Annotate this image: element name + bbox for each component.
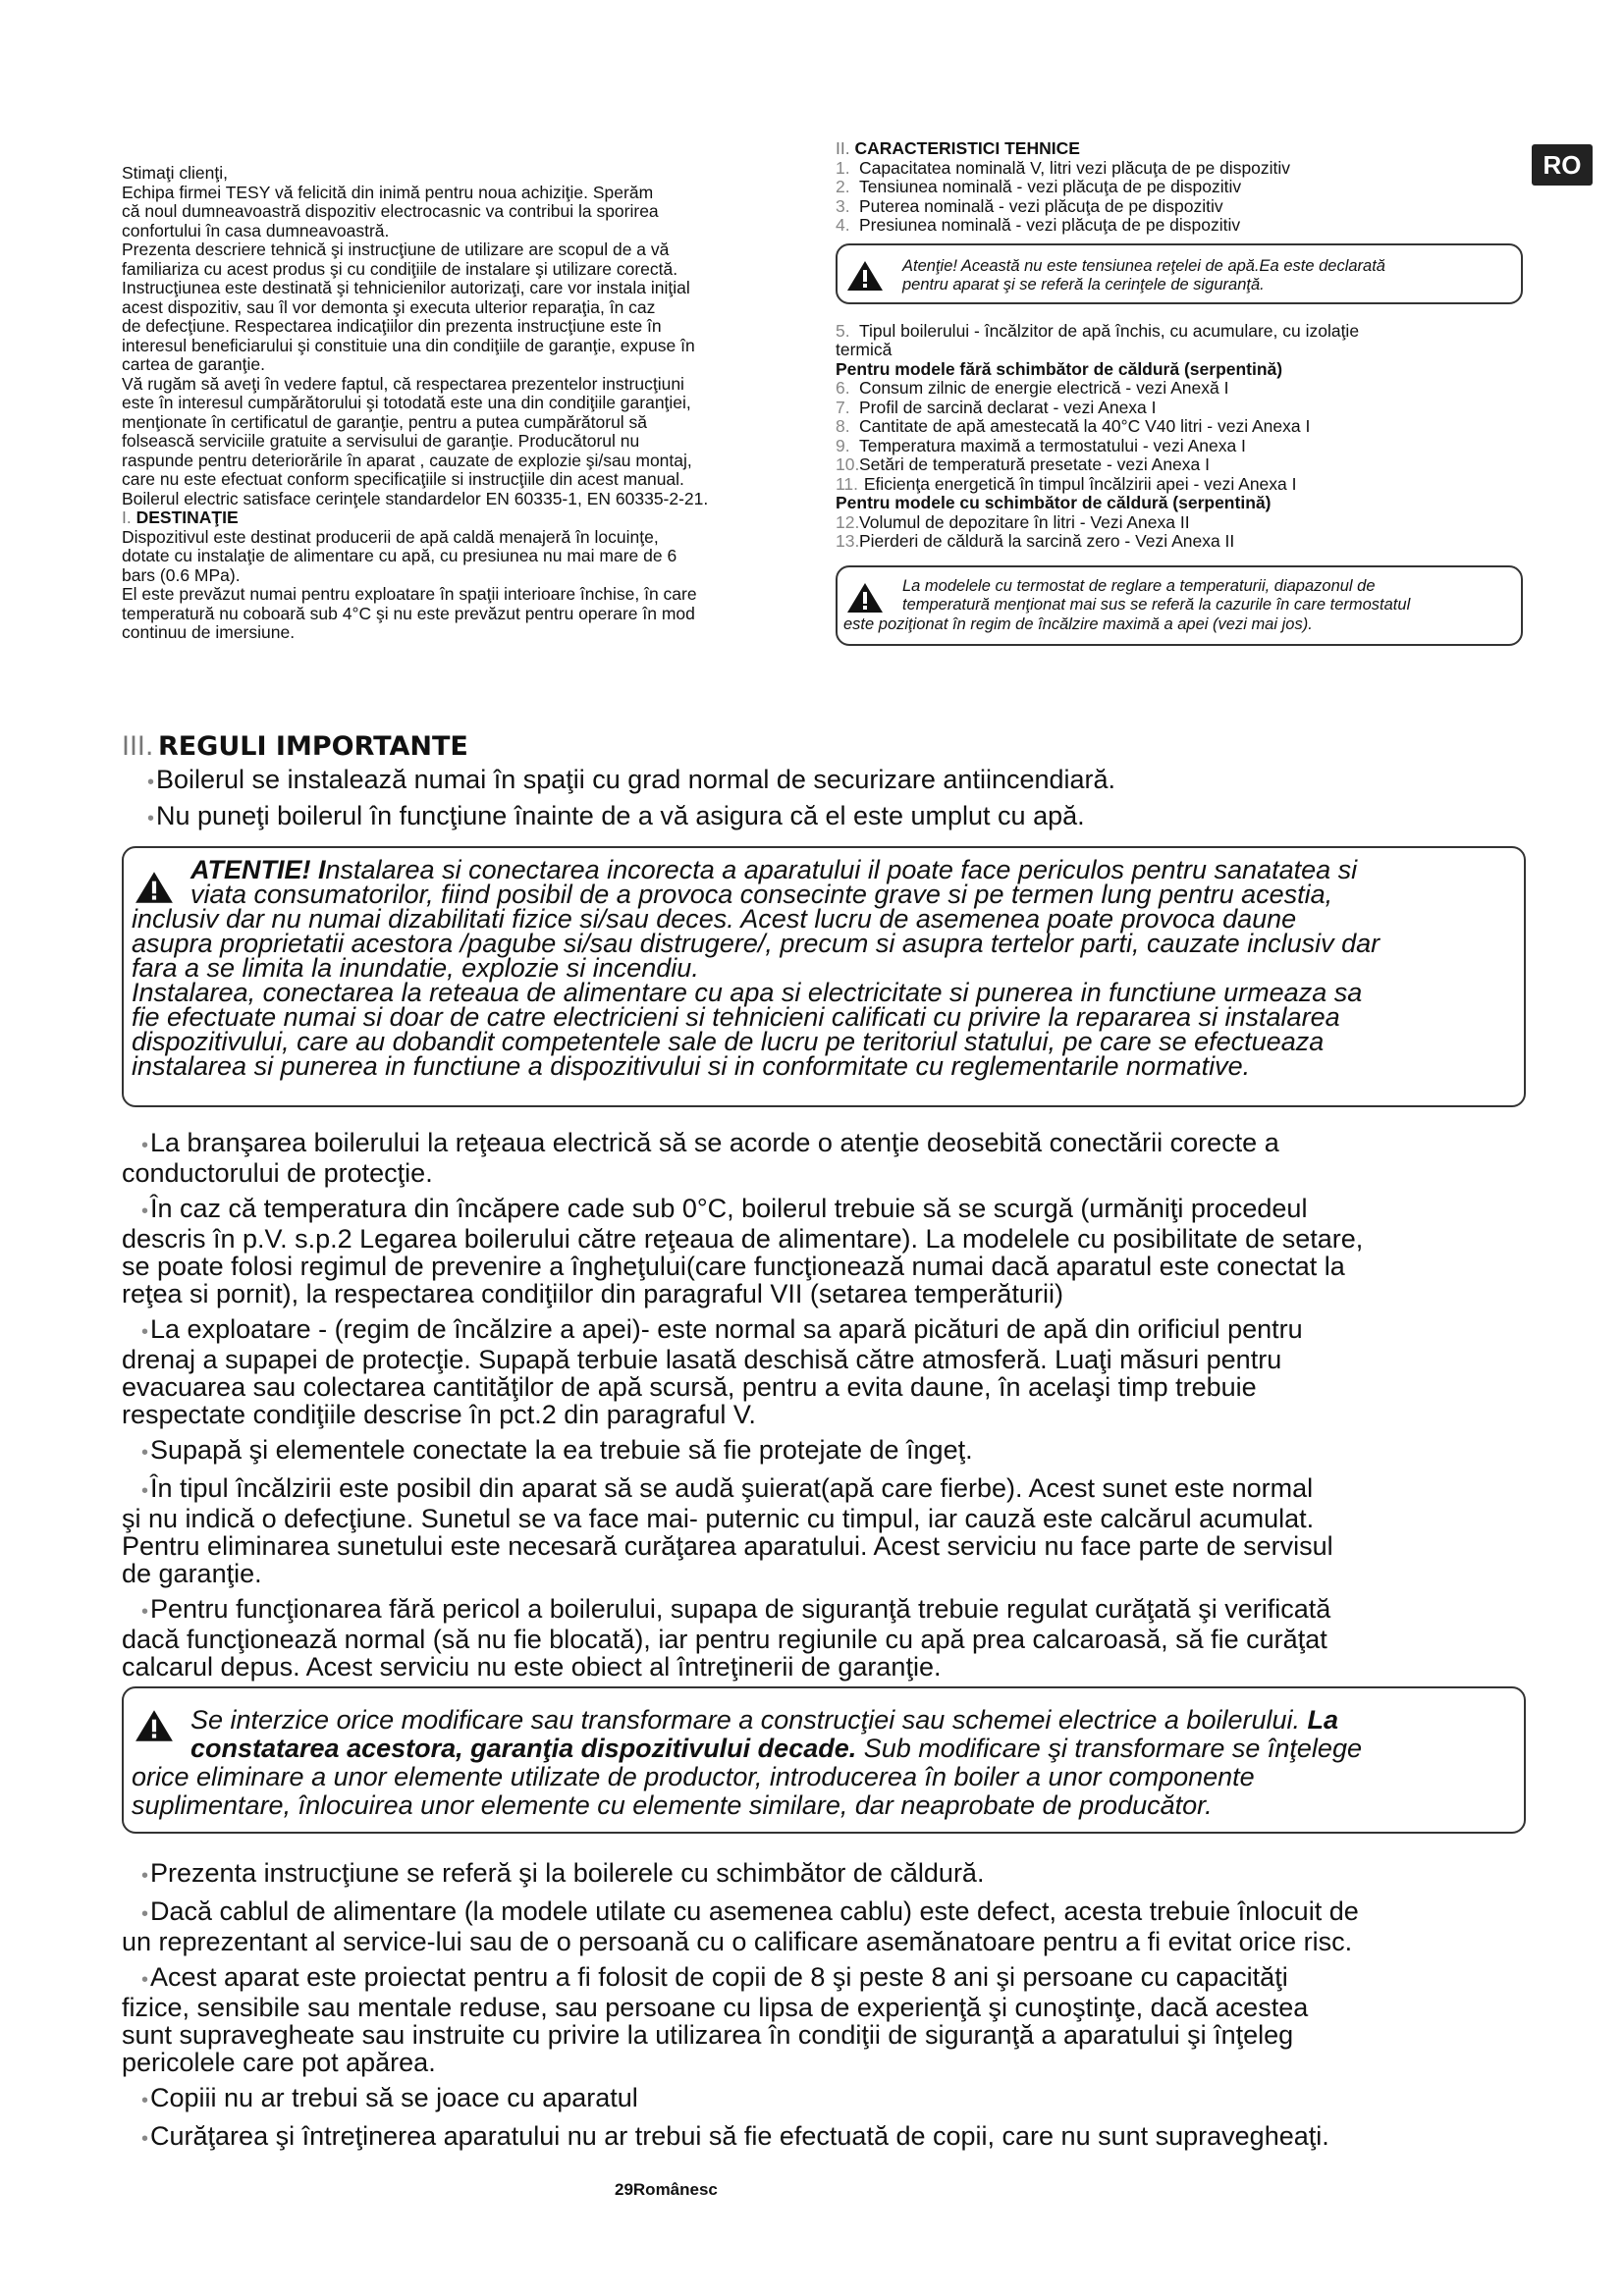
list-text: Volumul de depozitare în litri - Vezi Anexa II: [859, 511, 1190, 532]
rule-paragraph: [122, 1315, 1536, 1428]
rules-a: [128, 766, 1532, 838]
rule-line: [122, 1315, 1536, 1346]
warning-icon: [845, 259, 885, 293]
list-text: Capacitatea nominală V, litri vezi plăcuţa de pe dispozitiv: [859, 157, 1291, 178]
rule-line: [128, 802, 1532, 832]
intro-line: de defecţiune. Respectarea indicaţiilor din prezenta instrucţiune este în: [122, 316, 662, 336]
intro-line: Boilerul electric satisface cerinţele standardelor EN 60335-1, EN 60335-2-21.: [122, 488, 709, 508]
rule-text: Pentru funcţionarea fără pericol a boilerului, supapa de siguranţă trebuie regulat curăţată şi verificată: [150, 1594, 1331, 1624]
rule-text: drenaj a supapei de protecţie. Supapă terbuie lasată deschisă către atmosferă. Luaţi măsuri pentru: [122, 1345, 1282, 1374]
rule-line: [122, 1373, 1536, 1401]
rule-line: [122, 1280, 1536, 1308]
rule-line: [122, 2021, 1536, 2049]
intro-line: cartea de garanţie.: [122, 354, 265, 374]
warning-text: Sub modificare şi transformare se înţelege: [856, 1734, 1362, 1763]
list-text: Eficienţa energetică în timpul încălzirii apei - vezi Anexa I: [859, 473, 1297, 494]
rule-line: [122, 2084, 1536, 2114]
list-number: 8.: [836, 416, 850, 436]
list-text: Tensiunea nominală - vezi plăcuţa de pe dispozitiv: [859, 177, 1242, 196]
list-number: 9.: [836, 435, 850, 455]
rule-line: [122, 1195, 1536, 1225]
rule-line: [122, 1346, 1536, 1373]
rule-text: şi nu indică o defecţiune. Sunetul se va face mai- puternic cu timpul, iar cauză este calcărul acumulat.: [122, 1504, 1315, 1533]
rule-text: În caz că temperatura din încăpere cade sub 0°C, boilerul trebuie să se scurgă (urmăniţi procedeul: [150, 1194, 1308, 1223]
bullet-icon: •: [141, 1201, 149, 1222]
list-item: [836, 216, 1523, 236]
intro-line: este în interesul cumpărătorului şi totodată este una din condiţiile garanţiei,: [122, 393, 691, 412]
tech-block: [836, 139, 1523, 646]
warning-text: La: [1307, 1705, 1339, 1735]
page-footer: 29Românesc: [615, 2180, 718, 2199]
list-text: Presiunea nominală - vezi plăcuţa de pe dispozitiv: [859, 215, 1241, 235]
rule-paragraph: [122, 1436, 1536, 1467]
rule-paragraph: [122, 1595, 1536, 1681]
intro-line: care nu este efectuat conform specificaţiile si instrucţiile din acest manual.: [122, 469, 684, 489]
rule-text: evacuarea sau colectarea cantităţilor de apă scursă, pentru a evita daune, în acelaşi timp trebuie: [122, 1372, 1257, 1402]
rule-text: conductorului de protecţie.: [122, 1158, 433, 1188]
rule-text: Boilerul se instalează numai în spaţii cu grad normal de securizare antiincendiară.: [156, 765, 1116, 794]
rule-line: [122, 1928, 1536, 1955]
list-number: 6.: [836, 378, 850, 398]
warning-text: Instalarea, conectarea la reteaua de alimentare cu apa si electricitate si punerea in functiune urmeaza sa: [132, 978, 1363, 1007]
rule-text: sunt supravegheate sau instruite cu privire la utilizarea în condiţii de siguranţă a aparatului şi înţeleg: [122, 2020, 1294, 2050]
rule-text: La exploatare - (regim de încălzire a apei)- este normal sa apară picături de apă din orificiul pentru: [150, 1314, 1303, 1344]
rule-paragraph: [128, 766, 1532, 796]
warning-icon: [845, 581, 885, 614]
list-item: [836, 455, 1523, 475]
warning-text: nstalarea si conectarea incorecta a aparatului il poate face periculos pentru sanatatea si: [325, 855, 1358, 884]
rule-paragraph: [122, 1859, 1536, 1890]
list-item: [836, 417, 1523, 437]
rule-text: dacă funcţionează normal (să nu fie blocată), iar pentru regiunile cu apă prea calcaroasă, să fie curăţat: [122, 1625, 1327, 1654]
warning-lead: ATENTIE! I: [190, 855, 326, 884]
rule-text: În tipul încălzirii este posibil din aparat să se audă şuierat(apă care fierbe). Acest sunet este normal: [150, 1473, 1314, 1503]
rule-text: de garanţie.: [122, 1559, 262, 1588]
list-number: 2.: [836, 177, 850, 196]
list-text: Puterea nominală - vezi plăcuţa de pe dispozitiv: [859, 195, 1223, 216]
rule-text: Dacă cablul de alimentare (la modele utilate cu asemenea cablu) este defect, acesta trebuie înlocuit de: [150, 1896, 1359, 1926]
warning-text: asupra proprietatii acestora /pagube si/sau distrugere/, precum si asupra tertelor parti, cauzate inclusiv dar: [132, 929, 1380, 958]
list-number: 3.: [836, 195, 850, 216]
list-number: 13.: [836, 531, 860, 551]
warning-box-modification: [122, 1686, 1526, 1834]
warning-text: viata consumatorilor, fiind posibil de a provoca consecinte grave si pe termen lung pentru acestia,: [190, 880, 1333, 909]
list-item: [836, 159, 1523, 179]
rule-line: [122, 1595, 1536, 1626]
intro-line: confortului în casa dumneavoastră.: [122, 220, 390, 240]
intro-line: familiariza cu acest produs şi cu condiţiile de instalare şi utilizare corectă.: [122, 258, 678, 279]
bullet-icon: •: [147, 808, 155, 829]
rule-line: [122, 2122, 1536, 2153]
rule-text: Prezenta instrucţiune se referă şi la boilerele cu schimbător de căldură.: [150, 1858, 985, 1888]
warning-text: este poziţionat în regim de încălzire maximă a apei (vezi mai jos).: [843, 614, 1313, 633]
rule-text: pericolele care pot apărea.: [122, 2048, 436, 2077]
rule-paragraph: [122, 1474, 1536, 1587]
list-number: 10.: [836, 454, 860, 474]
warning-box-installation: [122, 846, 1526, 1107]
intro-line: raspunde pentru deteriorările în aparat , cauzate de explozie şi/sau montaj,: [122, 450, 692, 470]
warning-text: La modelele cu termostat de reglare a temperaturii, diapazonul de: [902, 576, 1376, 595]
rule-paragraph: [122, 2084, 1536, 2114]
list-text: Consum zilnic de energie electrică - vezi Anexă I: [859, 378, 1229, 398]
warning-box-thermostat: [836, 565, 1523, 646]
intro-line: că noul dumneavoastră dispozitiv electrocasnic va contribui la sporirea: [122, 201, 659, 221]
list-item-cont: termică: [836, 340, 893, 359]
list-number: 11.: [836, 473, 859, 494]
rule-paragraph: [122, 1963, 1536, 2076]
rule-line: [122, 1401, 1536, 1428]
list-text: Profil de sarcină declarat - vezi Anexa I: [859, 397, 1157, 417]
rule-text: se poate folosi regimul de prevenire a îngheţului(care funcţionează numai dacă aparatul este conectat la: [122, 1252, 1345, 1281]
bullet-icon: •: [141, 2128, 149, 2150]
rule-paragraph: [122, 2122, 1536, 2153]
rule-text: Pentru eliminarea sunetului este necesară curăţarea aparatului. Acest serviciu nu face parte de servisul: [122, 1531, 1333, 1561]
rule-text: Copiii nu ar trebui să se joace cu aparatul: [150, 2083, 638, 2112]
rule-line: [122, 2049, 1536, 2076]
section1-heading: I. DESTINAŢIE: [122, 507, 239, 527]
rule-paragraph: [122, 1195, 1536, 1308]
list-number: 4.: [836, 215, 850, 235]
rule-paragraph: [122, 1897, 1536, 1955]
list-item: [836, 379, 1523, 399]
list-item: [836, 475, 1523, 495]
warning-text: suplimentare, înlocuirea unor elemente cu elemente similare, dar neaprobate de producător.: [132, 1790, 1213, 1820]
warning-box-voltage: [836, 243, 1523, 304]
rule-text: La branşarea boilerului la reţeaua electrică să se acorde o atenţie deosebită conectării corecte a: [150, 1128, 1279, 1157]
subheading: Pentru modele fără schimbător de căldură (serpentină): [836, 358, 1283, 379]
intro-line: folsească serviciile gratuite a servisului de garanţie. Producătorul nu: [122, 431, 640, 451]
list-item: [836, 197, 1523, 217]
rule-line: [122, 1532, 1536, 1560]
intro-line: Instrucţiunea este destinată şi tehnicienilor autorizaţi, care vor instala iniţial: [122, 278, 690, 297]
rule-text: Curăţarea şi întreţinerea aparatului nu ar trebui să fie efectuată de copii, care nu sunt supravegheaţi.: [150, 2121, 1329, 2151]
rule-line: [122, 1474, 1536, 1505]
rule-line: [122, 1225, 1536, 1253]
rule-line: [122, 1129, 1536, 1159]
language-badge: RO: [1532, 144, 1593, 186]
rule-line: [128, 766, 1532, 796]
rule-text: Acest aparat este proiectat pentru a fi folosit de copii de 8 şi peste 8 ani şi persoane cu capacităţi: [150, 1962, 1288, 1992]
intro-line: Prezenta descriere tehnică şi instrucţiune de utilizare are scopul de a vă: [122, 240, 670, 259]
warning-text: temperatură menţionat mai sus se referă la cazurile în care termostatul: [902, 596, 1411, 614]
rule-text: Supapă şi elementele conectate la ea trebuie să fie protejate de îngeţ.: [150, 1435, 973, 1465]
intro-block: [122, 164, 809, 643]
rules-c: [122, 1859, 1536, 2161]
section1-line: continuu de imersiune.: [122, 622, 296, 642]
rule-line: [122, 1159, 1536, 1187]
rule-text: respectate condiţiile descrise în pct.2 din paragraful V.: [122, 1400, 756, 1429]
rule-line: [122, 1653, 1536, 1681]
intro-line: Echipa firmei TESY vă felicită din inimă pentru noua achiziţie. Sperăm: [122, 182, 654, 202]
list-item: [836, 513, 1523, 533]
rule-line: [122, 1436, 1536, 1467]
bullet-icon: •: [141, 1442, 149, 1464]
list-number: 1.: [836, 157, 850, 178]
intro-line: acest dispozitiv, sau îl vor demonta şi executa ulterior reparaţia, în caz: [122, 296, 656, 317]
section1-line: Dispozitivul este destinat producerii de apă caldă menajeră în locuinţe,: [122, 526, 659, 547]
warning-text: inclusiv dar nu numai dizabilitati fizice si/sau deces. Acest lucru de asemenea poate provoca daune: [132, 904, 1297, 934]
subheading: Pentru modele cu schimbător de căldură (serpentină): [836, 493, 1272, 512]
list-text: Cantitate de apă amestecată la 40°C V40 litri - vezi Anexa I: [859, 416, 1311, 436]
warning-text: fie efectuate numai si doar de catre electricieni si tehnicieni calificati cu privire la repararea si instalarea: [132, 1002, 1340, 1032]
list-item: [836, 532, 1523, 552]
rule-line: [122, 1963, 1536, 1994]
section1-line: El este prevăzut numai pentru exploatare în spaţii interioare închise, în care: [122, 584, 697, 604]
rule-paragraph: [122, 1129, 1536, 1187]
warning-text: Se interzice orice modificare sau transformare a construcţiei sau schemei electrice a boilerului.: [190, 1705, 1308, 1735]
bullet-icon: •: [141, 1865, 149, 1887]
rule-line: [122, 1897, 1536, 1928]
intro-line: menţionate în certificatul de garanţie, pentru a putea cumpărătorul să: [122, 411, 648, 432]
list-text: Temperatura maximă a termostatului - vezi Anexa I: [859, 435, 1246, 455]
rule-paragraph: [128, 802, 1532, 832]
list-text: Pierderi de căldură la sarcină zero - Vezi Anexa II: [859, 531, 1235, 551]
bullet-icon: •: [141, 2090, 149, 2111]
list-item: [836, 399, 1523, 418]
intro-line: interesul beneficiarului şi constituie una din condiţiile de garanţie, expuse în: [122, 335, 695, 355]
section1-line: bars (0.6 MPa).: [122, 564, 241, 585]
rule-text: Nu puneţi boilerul în funcţiune înainte de a vă asigura că el este umplut cu apă.: [156, 801, 1085, 830]
list-item: [836, 178, 1523, 197]
bullet-icon: •: [141, 1903, 149, 1925]
rule-line: [122, 1994, 1536, 2021]
list-number: 12.: [836, 511, 860, 532]
bullet-icon: •: [141, 1601, 149, 1623]
section1-line: dotate cu instalaţie de alimentare cu apă, cu presiunea nu mai mare de 6: [122, 546, 677, 565]
intro-line: Vă rugăm să aveţi în vedere faptul, că respectarea prezentelor instrucţiuni: [122, 373, 684, 394]
list-item: 5. Tipul boilerului - încălzitor de apă închis, cu acumulare, cu izolaţie: [836, 320, 1360, 341]
warning-text: pentru aparat şi se referă la cerinţele de siguranţă.: [902, 275, 1265, 294]
rule-line: [122, 1859, 1536, 1890]
rule-text: descris în p.V. s.p.2 Legarea boilerului către reţeaua de alimentare). La modelele cu posibilitate de setare,: [122, 1224, 1364, 1254]
rule-line: [122, 1626, 1536, 1653]
rule-text: calcarul depus. Acest serviciu nu este obiect al întreţinerii de garanţie.: [122, 1652, 942, 1682]
bullet-icon: •: [141, 1480, 149, 1502]
warning-text: dispozitivului, care au dobandit competentele sale de lucru pe teritoriul statului, pe care se efectueaza: [132, 1027, 1325, 1056]
rule-text: un reprezentant al service-lui sau de o persoană cu o calificare asemănatoare pentru a fi evitat orice risc.: [122, 1927, 1353, 1956]
warning-text: orice eliminare a unor elemente utilizate de productor, introducerea în boiler a unor componente: [132, 1762, 1255, 1791]
section1-line: temperatură nu coboară sub 4°C şi nu este prevăzut pentru operare în mod: [122, 603, 695, 623]
warning-text: instalarea si punerea in functiune a dispozitivului si in conformitate cu reglementarile normative.: [132, 1051, 1251, 1081]
rule-line: [122, 1560, 1536, 1587]
warning-text: constatarea acestora, garanţia dispozitivului decade.: [190, 1734, 857, 1763]
bullet-icon: •: [141, 1969, 149, 1991]
list-number: 7.: [836, 397, 850, 417]
section2-heading: II. CARACTERISTICI TEHNICE: [836, 138, 1080, 158]
rule-line: [122, 1505, 1536, 1532]
intro-line: Stimaţi clienţi,: [122, 163, 228, 183]
section3-heading: III. REGULI IMPORTANTE: [122, 731, 468, 762]
list-text: Setări de temperatură presetate - vezi Anexa I: [859, 454, 1210, 474]
bullet-icon: •: [141, 1135, 149, 1156]
bullet-icon: •: [147, 772, 155, 793]
warning-text: Atenţie! Această nu este tensiunea reţelei de apă.Ea este declarată: [902, 256, 1385, 275]
rule-text: reţea si pornit), la respectarea condiţiilor din paragraful VII (setarea temperăturii): [122, 1279, 1063, 1308]
list-item: [836, 437, 1523, 456]
rule-line: [122, 1253, 1536, 1280]
rule-text: fizice, sensibile sau mentale reduse, sau persoane cu lipsa de experienţă şi cunoştinţe, dacă acestea: [122, 1993, 1309, 2022]
rules-b: [122, 1129, 1536, 1688]
warning-text: fara a se limita la inundatie, explozie si incendiu.: [132, 953, 699, 983]
bullet-icon: •: [141, 1321, 149, 1343]
